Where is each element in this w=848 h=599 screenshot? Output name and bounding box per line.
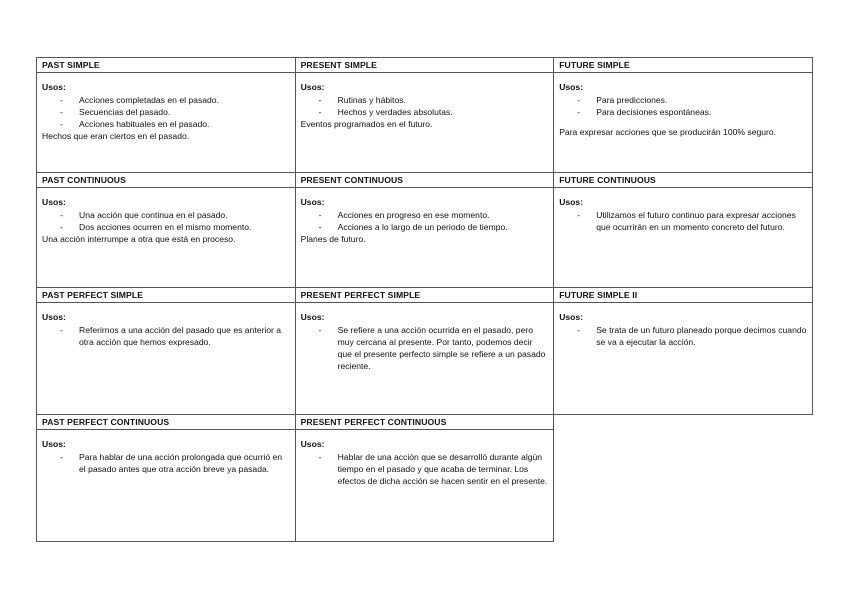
list-item: - Acciones habituales en el pasado. — [42, 118, 290, 130]
list-item: - Referirnos a una acción del pasado que es anterior a otra acción que hemos expresado. — [42, 324, 290, 348]
list-item: - Secuencias del pasado. — [42, 106, 290, 118]
list-item: - Para predicciones. — [559, 94, 807, 106]
cell-title: PAST SIMPLE — [37, 58, 295, 73]
list-item: - Rutinas y hábitos. — [301, 94, 549, 106]
usage-list — [42, 324, 290, 348]
list-item: - Hechos y verdades absolutas. — [301, 106, 549, 118]
list-item: - Hablar de una acción que se desarrolló durante algún tiempo en el pasado y que acaba de terminar. Los efectos de dicha acción se hacen sentir en el presente. — [301, 451, 549, 487]
usos-label: Usos: — [42, 439, 66, 449]
cell-future-simple-ii — [554, 288, 813, 415]
table-row — [37, 173, 813, 288]
usage-list — [301, 324, 549, 372]
cell-note: Planes de futuro. — [300, 234, 366, 244]
usos-label: Usos: — [42, 82, 66, 92]
cell-present-perfect-simple — [295, 288, 554, 415]
usos-label: Usos: — [559, 82, 584, 92]
list-item: - Para decisiones espontáneas. — [559, 106, 807, 118]
list-item: - Acciones completadas en el pasado. — [42, 94, 290, 106]
usos-label: Usos: — [559, 312, 584, 322]
usage-list — [42, 209, 290, 233]
cell-title: PRESENT CONTINUOUS — [296, 173, 554, 188]
empty-cell — [554, 415, 813, 542]
cell-future-simple — [554, 58, 813, 173]
usos-label: Usos: — [42, 197, 66, 207]
cell-title: PRESENT SIMPLE — [296, 58, 554, 73]
usage-list — [559, 94, 807, 118]
cell-present-perfect-continuous — [295, 415, 554, 542]
list-item: - Acciones a lo largo de un periodo de tiempo. — [301, 221, 549, 233]
cell-title: FUTURE SIMPLE II — [554, 288, 812, 303]
cell-title: PRESENT PERFECT SIMPLE — [296, 288, 554, 303]
cell-title: FUTURE SIMPLE — [554, 58, 812, 73]
cell-note: Para expresar acciones que se producirán 100% seguro. — [559, 127, 777, 137]
list-item: - Utilizamos el futuro continuo para expresar acciones que ocurrirán en un momento concreto del futuro. — [559, 209, 807, 233]
table-row — [37, 58, 813, 173]
list-item: - Una acción que continua en el pasado. — [42, 209, 290, 221]
cell-past-continuous — [37, 173, 296, 288]
usage-list — [42, 451, 290, 475]
cell-title: PAST PERFECT CONTINUOUS — [37, 415, 295, 430]
usage-list — [42, 94, 290, 130]
usos-label: Usos: — [559, 197, 584, 207]
list-item: - Acciones en progreso en ese momento. — [301, 209, 549, 221]
usos-label: Usos: — [300, 82, 325, 92]
cell-title: PRESENT PERFECT CONTINUOUS — [296, 415, 554, 430]
usage-list — [301, 209, 549, 233]
usos-label: Usos: — [42, 312, 66, 322]
usos-label: Usos: — [300, 312, 325, 322]
list-item: - Se trata de un futuro planeado porque decimos cuando se va a ejecutar la acción. — [559, 324, 807, 348]
usos-label: Usos: — [300, 439, 325, 449]
table-row — [37, 415, 813, 542]
cell-past-perfect-simple — [37, 288, 296, 415]
cell-title: FUTURE CONTINUOUS — [554, 173, 812, 188]
list-item: - Dos acciones ocurren en el mismo momento. — [42, 221, 290, 233]
cell-title: PAST PERFECT SIMPLE — [37, 288, 295, 303]
cell-note: Una acción interrumpe a otra que está en proceso. — [42, 234, 236, 244]
cell-past-perfect-continuous — [37, 415, 296, 542]
cell-note: Eventos programados en el futuro. — [300, 119, 433, 129]
usage-list — [301, 94, 549, 118]
cell-title: PAST CONTINUOUS — [37, 173, 295, 188]
usos-label: Usos: — [300, 197, 325, 207]
cell-present-continuous — [295, 173, 554, 288]
list-item: - Para hablar de una acción prolongada que ocurrió en el pasado antes que otra acción breve ya pasada. — [42, 451, 290, 475]
cell-present-simple — [295, 58, 554, 173]
list-item: - Se refiere a una acción ocurrida en el pasado, pero muy cercana al presente. Por tanto, podemos decir que el presente perfecto simple se refiere a un pasado reciente. — [301, 324, 549, 372]
usage-list — [559, 209, 807, 233]
tenses-table — [36, 57, 813, 542]
table-row — [37, 288, 813, 415]
cell-past-simple — [37, 58, 296, 173]
cell-note: Hechos que eran ciertos en el pasado. — [42, 131, 190, 141]
cell-future-continuous — [554, 173, 813, 288]
usage-list — [559, 324, 807, 348]
usage-list — [301, 451, 549, 487]
